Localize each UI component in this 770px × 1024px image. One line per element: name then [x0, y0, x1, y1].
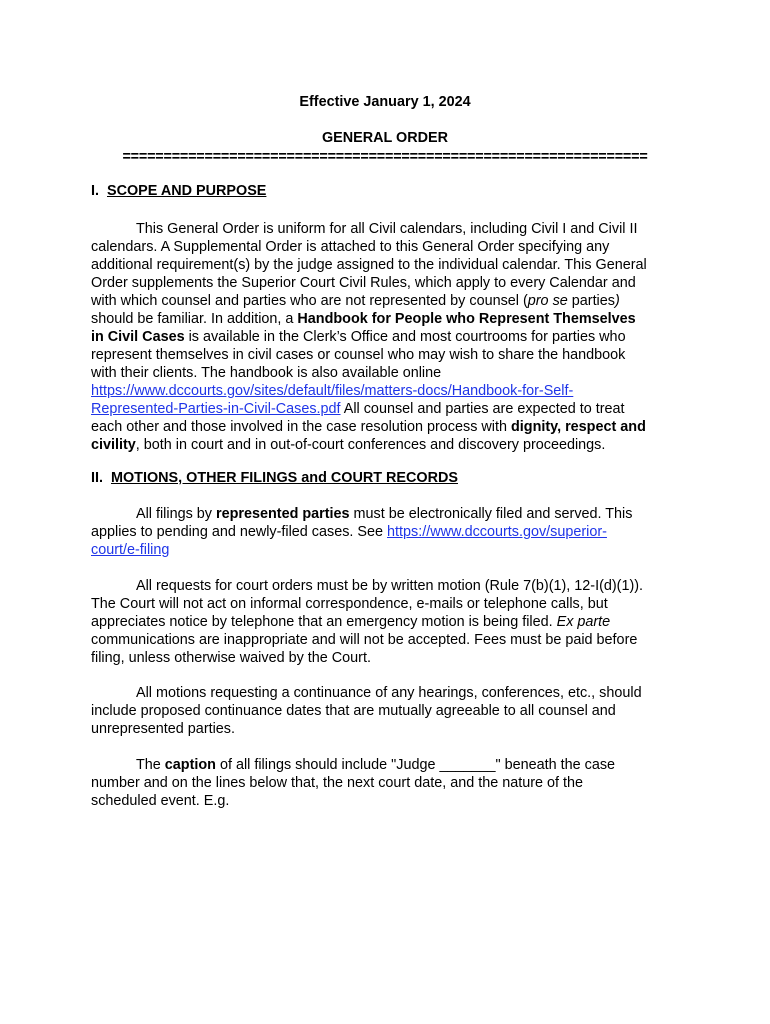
text-run: with which counsel and parties who are not represented by counsel ( [91, 293, 528, 309]
text-line [91, 505, 691, 523]
dignity-bold: dignity, respect and [510, 419, 646, 435]
text-line: This General Order is uniform for all Civil calendars, including Civil I and Civil II [136, 221, 638, 237]
effective-date: Effective January 1, 2024 [299, 94, 471, 110]
text-run: applies to pending and newly-filed cases. See [91, 524, 387, 540]
e-filing-link[interactable]: https://www.dccourts.gov/superior- [387, 524, 607, 540]
text-run: each other and those involved in the case resolution process with [91, 419, 511, 435]
represented-parties-bold: represented parties [215, 506, 350, 522]
title-separator: ================================================================ [122, 149, 648, 165]
handbook-link[interactable]: https://www.dccourts.gov/sites/default/files/matters-docs/Handbook-for-Self- [91, 383, 574, 399]
text-line: unrepresented parties. [91, 721, 235, 737]
section-2-paragraph-2 [91, 577, 691, 667]
section-2-paragraph-1 [91, 505, 691, 559]
text-line [91, 756, 691, 774]
text-line: number and on the lines below that, the next court date, and the nature of the [91, 775, 584, 791]
civility-bold: civility [91, 437, 136, 453]
text-line: include proposed continuance dates that are mutually agreeable to all counsel and [91, 703, 616, 719]
text-run: must be electronically filed and served. This [349, 506, 633, 522]
text-run: parties [567, 293, 615, 309]
text-run: is available in the Clerk’s Office and most courtrooms for parties who [184, 329, 626, 345]
e-filing-link-continued[interactable]: court/e-filing [91, 542, 170, 558]
text-line: The Court will not act on informal correspondence, e-mails or telephone calls, but [91, 596, 608, 612]
text-run: of all filings should include "Judge _______" beneath the case [215, 757, 616, 773]
text-run: All filings by [136, 506, 216, 522]
text-line [91, 541, 691, 559]
text-line: filing, unless otherwise waived by the Court. [91, 650, 371, 666]
section-2-paragraph-3 [91, 684, 691, 738]
section-1-title: SCOPE AND PURPOSE [107, 183, 267, 199]
section-2-number: II. [91, 470, 103, 486]
text-line [91, 436, 691, 454]
text-run: The [136, 757, 165, 773]
text-line: represent themselves in civil cases or counsel who may wish to share the handbook [91, 347, 626, 363]
section-2-paragraph-4 [91, 756, 691, 810]
text-line [91, 523, 691, 541]
section-1-heading [91, 183, 266, 199]
text-line: calendars. A Supplemental Order is attached to this General Order specifying any [91, 239, 610, 255]
text-line [91, 613, 691, 631]
text-line: communications are inappropriate and will not be accepted. Fees must be paid before [91, 632, 638, 648]
text-run: , both in court and in out-of-court conferences and discovery proceedings. [135, 437, 606, 453]
text-line [91, 310, 691, 328]
section-1-paragraph [91, 220, 691, 454]
text-line: scheduled event. E.g. [91, 793, 230, 809]
text-run: All counsel and parties are expected to treat [340, 401, 625, 417]
handbook-link-continued[interactable]: Represented-Parties-in-Civil-Cases.pdf [91, 401, 341, 417]
document-title: GENERAL ORDER [321, 130, 449, 146]
text-line: All motions requesting a continuance of any hearings, conferences, etc., should [136, 685, 642, 701]
text-line [91, 400, 691, 418]
ex-parte-italic: Ex parte [556, 614, 611, 630]
handbook-title-bold: Handbook for People who Represent Themselves [297, 311, 636, 327]
text-line [91, 418, 691, 436]
text-run: appreciates notice by telephone that an emergency motion is being filed. [91, 614, 557, 630]
pro-se-italic: pro se [527, 293, 568, 309]
section-2-title: MOTIONS, OTHER FILINGS and COURT RECORDS [111, 470, 458, 486]
text-line: additional requirement(s) by the judge assigned to the individual calendar. This General [91, 257, 647, 273]
text-line [91, 292, 691, 310]
caption-bold: caption [164, 757, 216, 773]
text-line [91, 328, 691, 346]
text-run: ) [614, 293, 620, 309]
text-line [91, 382, 691, 400]
text-line: with their clients. The handbook is also available online [91, 365, 442, 381]
text-line: Order supplements the Superior Court Civil Rules, which apply to every Calendar and [91, 275, 636, 291]
section-2-heading [91, 470, 458, 486]
text-run: should be familiar. In addition, a [91, 311, 298, 327]
text-line: All requests for court orders must be by written motion (Rule 7(b)(1), 12-I(d)(1)). [136, 578, 644, 594]
section-1-number: I. [91, 183, 99, 199]
handbook-title-bold: in Civil Cases [91, 329, 185, 345]
